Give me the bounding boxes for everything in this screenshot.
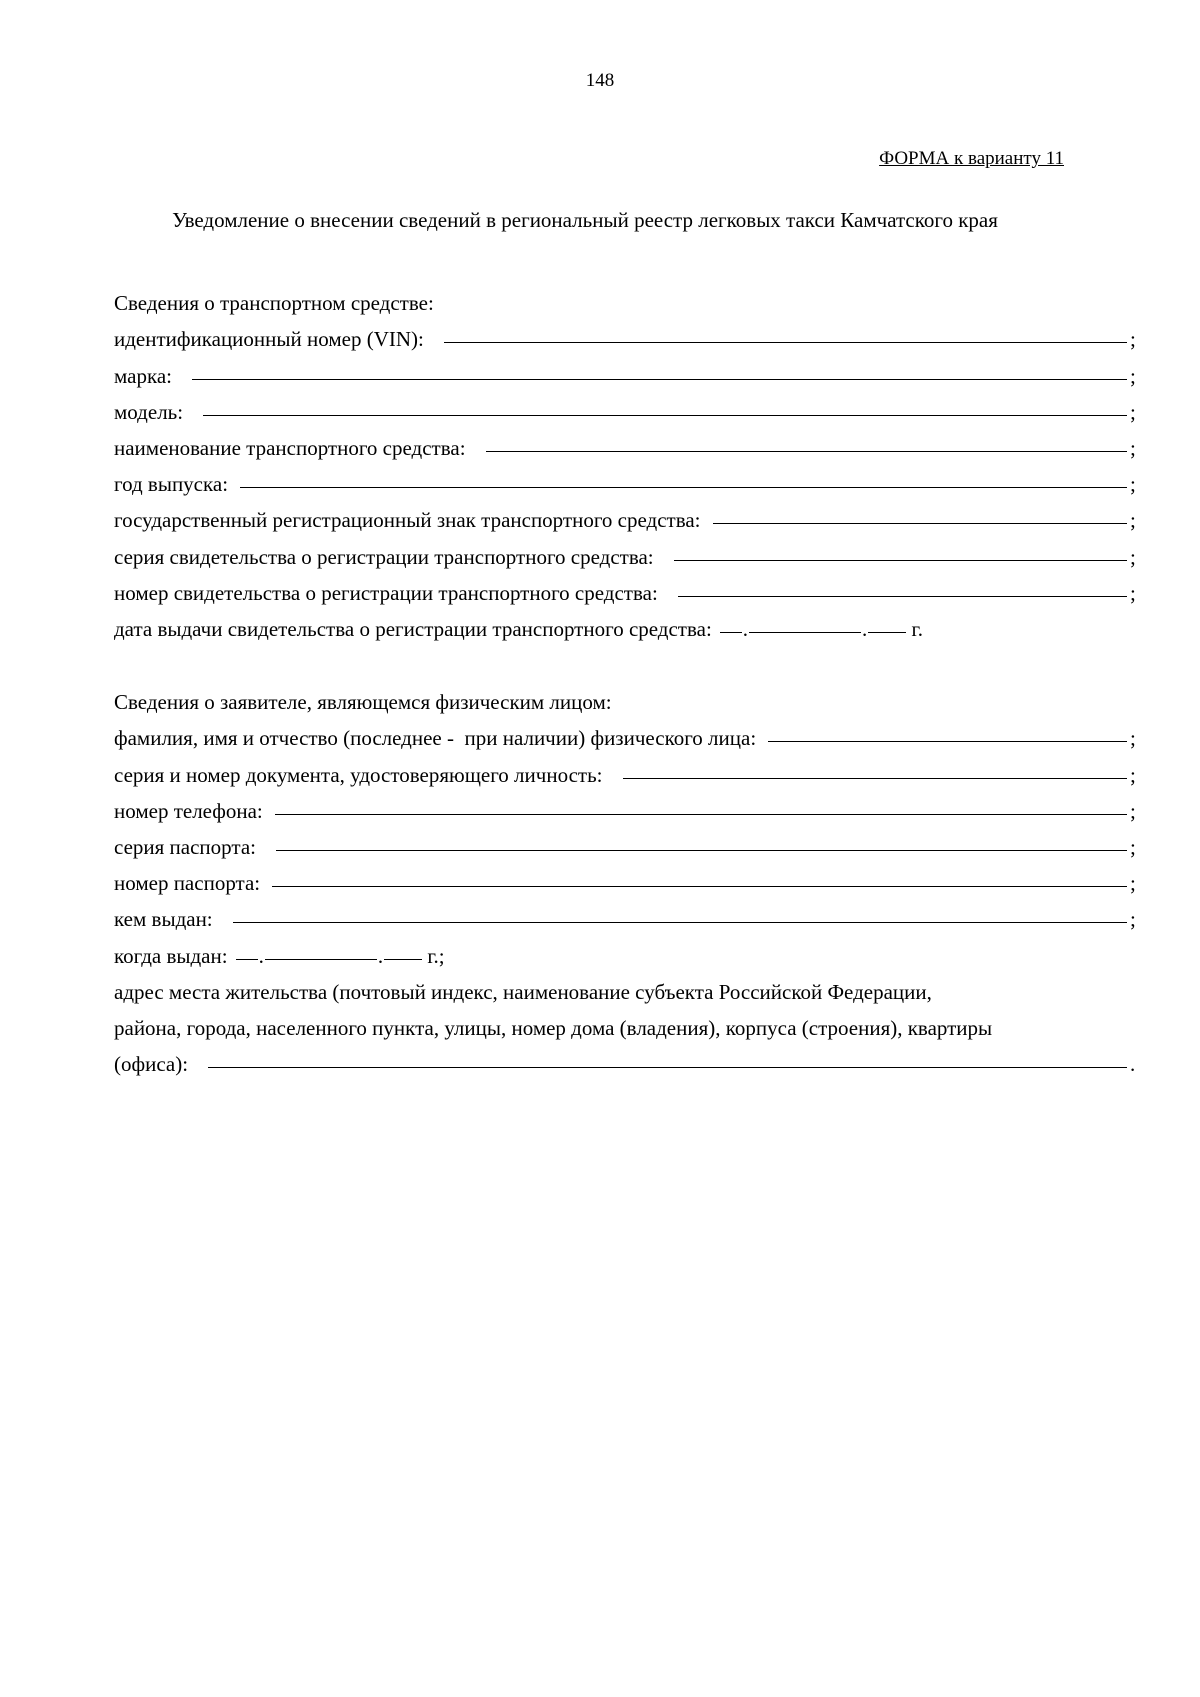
field-end: ; xyxy=(1130,399,1136,424)
cert-number-blank[interactable] xyxy=(678,595,1127,597)
page-number: 148 xyxy=(585,70,615,91)
field-label: наименование транспортного средства: xyxy=(114,435,466,460)
full-name-blank[interactable] xyxy=(768,740,1127,742)
cert-issue-date-field[interactable] xyxy=(114,606,1140,642)
month-blank[interactable] xyxy=(749,631,861,633)
applicant-heading xyxy=(114,679,1140,715)
passport-number-field[interactable] xyxy=(114,860,1140,896)
id-document-field[interactable] xyxy=(114,751,1140,787)
field-end: . xyxy=(1130,1052,1136,1077)
cert-series-blank[interactable] xyxy=(674,559,1127,561)
field-label: номер свидетельства о регистрации транспортного средства: xyxy=(114,580,658,605)
field-label: модель: xyxy=(114,399,184,424)
brand-blank[interactable] xyxy=(192,378,1127,380)
vehicle-name-blank[interactable] xyxy=(486,450,1127,452)
address-text-line-1 xyxy=(114,969,1140,1005)
passport-number-blank[interactable] xyxy=(272,885,1127,887)
date-separator: . xyxy=(742,616,749,641)
model-blank[interactable] xyxy=(203,414,1127,416)
plate-field[interactable] xyxy=(114,497,1140,533)
field-end: ; xyxy=(1130,508,1136,533)
field-end: ; xyxy=(1130,435,1136,460)
field-end: ; xyxy=(1130,363,1136,388)
field-end: ; xyxy=(1130,762,1136,787)
address-field[interactable] xyxy=(114,1041,1140,1077)
vin-field[interactable] xyxy=(114,316,1140,352)
field-label: серия паспорта: xyxy=(114,834,256,859)
passport-series-field[interactable] xyxy=(114,824,1140,860)
date-separator: . xyxy=(377,943,384,968)
field-label: (офиса): xyxy=(114,1052,189,1077)
model-field[interactable] xyxy=(114,389,1140,425)
vehicle-heading xyxy=(114,280,1140,316)
applicant-heading-text: Сведения о заявителе, являющемся физическим лицом: xyxy=(114,690,612,715)
vin-blank[interactable] xyxy=(444,341,1127,343)
date-separator: . xyxy=(258,943,264,968)
phone-field[interactable] xyxy=(114,788,1140,824)
applicant-section xyxy=(114,679,1140,1077)
id-document-blank[interactable] xyxy=(623,777,1128,779)
field-end: ; xyxy=(1130,798,1136,823)
year-suffix: г. xyxy=(906,616,924,641)
field-end: ; xyxy=(1130,907,1136,932)
vehicle-name-field[interactable] xyxy=(114,425,1140,461)
field-label: серия свидетельства о регистрации транспортного средства: xyxy=(114,544,654,569)
year-field[interactable] xyxy=(114,461,1140,497)
vehicle-section xyxy=(114,280,1140,642)
issued-by-blank[interactable] xyxy=(233,921,1127,923)
cert-number-field[interactable] xyxy=(114,570,1140,606)
field-label: номер паспорта: xyxy=(114,871,261,896)
year-blank[interactable] xyxy=(868,631,906,633)
field-label: год выпуска: xyxy=(114,472,229,497)
phone-blank[interactable] xyxy=(275,813,1127,815)
field-end: ; xyxy=(1130,544,1136,569)
field-end: ; xyxy=(1130,580,1136,605)
address-text-line-2 xyxy=(114,1005,1140,1041)
field-label: фамилия, имя и отчество (последнее - при наличии) физического лица: xyxy=(114,726,757,751)
date-separator: . xyxy=(862,616,868,641)
address-blank[interactable] xyxy=(208,1066,1127,1068)
field-label: когда выдан: xyxy=(114,943,228,968)
issued-by-field[interactable] xyxy=(114,896,1140,932)
year-blank[interactable] xyxy=(384,958,422,960)
year-blank[interactable] xyxy=(240,486,1127,488)
document-title: Уведомление о внесении сведений в региональный реестр легковых такси Камчатского края xyxy=(172,208,998,232)
field-label: марка: xyxy=(114,363,173,388)
address-text: адрес места жительства (почтовый индекс, наименование субъекта Российской Федерации, xyxy=(114,979,932,1004)
year-suffix: г.; xyxy=(422,943,445,968)
field-end: ; xyxy=(1130,834,1136,859)
field-label: кем выдан: xyxy=(114,907,213,932)
field-label: дата выдачи свидетельства о регистрации транспортного средства: xyxy=(114,616,712,641)
address-text: района, города, населенного пункта, улицы, номер дома (владения), корпуса (строения), квартиры xyxy=(114,1015,993,1040)
cert-series-field[interactable] xyxy=(114,533,1140,569)
full-name-field[interactable] xyxy=(114,715,1140,751)
field-end: ; xyxy=(1130,327,1136,352)
field-end: ; xyxy=(1130,726,1136,751)
field-end: ; xyxy=(1130,472,1136,497)
field-label: государственный регистрационный знак транспортного средства: xyxy=(114,508,701,533)
day-blank[interactable] xyxy=(720,631,742,633)
form-reference: ФОРМА к варианту 11 xyxy=(879,148,1064,169)
field-end: ; xyxy=(1130,871,1136,896)
plate-blank[interactable] xyxy=(713,522,1127,524)
field-label: номер телефона: xyxy=(114,798,263,823)
vehicle-heading-text: Сведения о транспортном средстве: xyxy=(114,291,434,316)
issued-date-field[interactable] xyxy=(114,932,1140,968)
field-label: серия и номер документа, удостоверяющего личность: xyxy=(114,762,603,787)
day-blank[interactable] xyxy=(236,958,258,960)
field-label: идентификационный номер (VIN): xyxy=(114,327,424,352)
brand-field[interactable] xyxy=(114,352,1140,388)
passport-series-blank[interactable] xyxy=(276,849,1127,851)
month-blank[interactable] xyxy=(265,958,377,960)
